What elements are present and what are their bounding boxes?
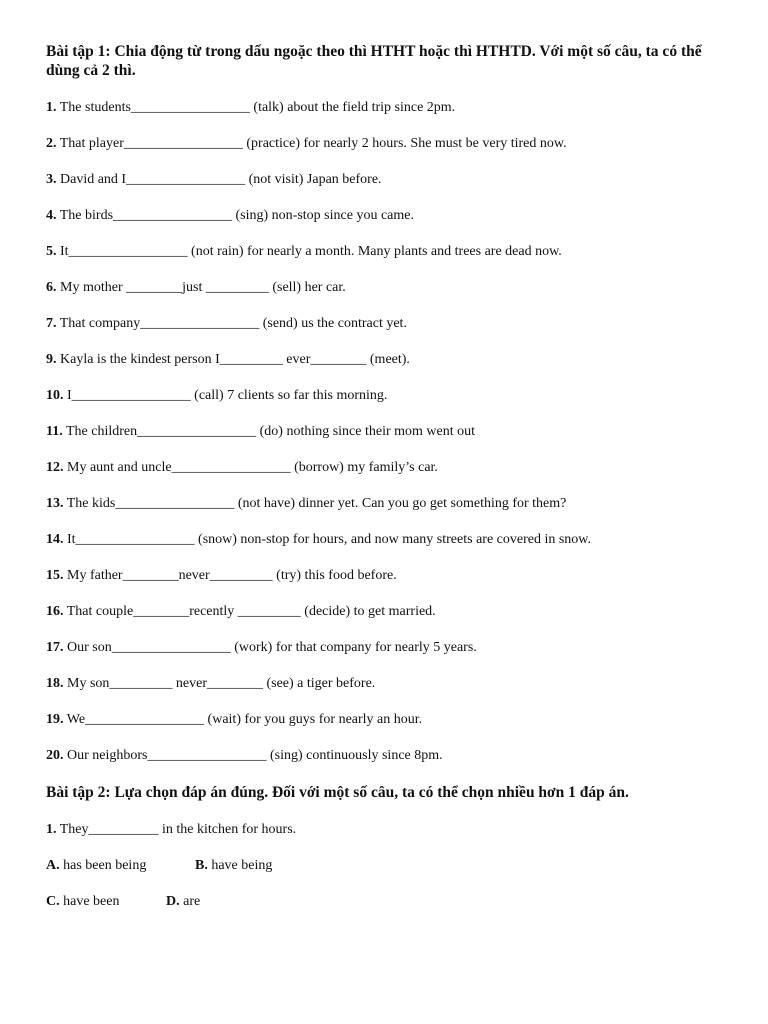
- exercise-1-item: [46, 171, 746, 189]
- item-text: The children_________________ (do) nothing since their mom went out: [62, 424, 476, 439]
- item-text: The kids_________________ (not have) dinner yet. Can you go get something for them?: [63, 496, 567, 511]
- option-text: are: [179, 894, 201, 909]
- answer-option-d: [166, 893, 200, 911]
- exercise-2-title: Bài tập 2: Lựa chọn đáp án đúng. Đối với một số câu, ta có thể chọn nhiều hơn 1 đáp án.: [46, 784, 629, 801]
- exercise-1-item: [46, 135, 746, 153]
- item-number: 6.: [46, 280, 57, 295]
- item-number: 15.: [46, 568, 64, 583]
- answer-options-row: [46, 893, 746, 911]
- item-number: 13.: [46, 496, 64, 511]
- exercise-1-item: [46, 675, 746, 693]
- option-letter: A.: [46, 858, 60, 873]
- item-number: 14.: [46, 532, 64, 547]
- exercise-1-item: [46, 387, 746, 405]
- exercise-1-item: [46, 639, 746, 657]
- exercise-1-item: [46, 315, 746, 333]
- option-letter: C.: [46, 894, 60, 909]
- exercise-1-item: [46, 603, 746, 621]
- item-number: 18.: [46, 676, 64, 691]
- answer-option-a: [46, 857, 146, 875]
- exercise-1-item: [46, 423, 746, 441]
- item-text: We_________________ (wait) for you guys for nearly an hour.: [63, 712, 423, 727]
- option-text: have being: [207, 858, 273, 873]
- item-number: 17.: [46, 640, 64, 655]
- item-text: Our neighbors_________________ (sing) continuously since 8pm.: [63, 748, 443, 763]
- answer-option-c: [46, 893, 119, 911]
- item-text: My son_________ never________ (see) a tiger before.: [63, 676, 376, 691]
- item-number: 1.: [46, 822, 57, 837]
- exercise-1-item: [46, 351, 746, 369]
- item-number: 10.: [46, 388, 64, 403]
- exercise-1-item: [46, 531, 746, 549]
- item-text: The students_________________ (talk) about the field trip since 2pm.: [56, 100, 456, 115]
- item-text: Our son_________________ (work) for that company for nearly 5 years.: [63, 640, 477, 655]
- item-text: They__________ in the kitchen for hours.: [56, 822, 297, 837]
- item-number: 9.: [46, 352, 57, 367]
- item-number: 20.: [46, 748, 64, 763]
- item-number: 12.: [46, 460, 64, 475]
- item-text: That couple________recently _________ (decide) to get married.: [63, 604, 436, 619]
- exercise-1-item: [46, 459, 746, 477]
- item-text: It_________________ (not rain) for nearly a month. Many plants and trees are dead now.: [56, 244, 562, 259]
- exercise-1-item: [46, 243, 746, 261]
- exercise-1-item: [46, 495, 746, 513]
- exercise-1-item: [46, 567, 746, 585]
- option-letter: D.: [166, 894, 180, 909]
- exercise-1-item: [46, 279, 746, 297]
- option-letter: B.: [195, 858, 208, 873]
- item-text: Kayla is the kindest person I_________ ever________ (meet).: [56, 352, 410, 367]
- item-text: The birds_________________ (sing) non-stop since you came.: [56, 208, 414, 223]
- item-text: My aunt and uncle_________________ (borrow) my family’s car.: [63, 460, 438, 475]
- item-text: David and I_________________ (not visit) Japan before.: [56, 172, 382, 187]
- item-text: My father________never_________ (try) this food before.: [63, 568, 397, 583]
- option-text: have been: [59, 894, 120, 909]
- item-text: I_________________ (call) 7 clients so far this morning.: [63, 388, 388, 403]
- answer-option-b: [195, 857, 272, 875]
- item-number: 2.: [46, 136, 57, 151]
- option-text: has been being: [59, 858, 147, 873]
- exercise-1-item: [46, 747, 746, 765]
- answer-options-row: [46, 857, 746, 875]
- item-text: My mother ________just _________ (sell) her car.: [56, 280, 346, 295]
- item-text: That company_________________ (send) us the contract yet.: [56, 316, 407, 331]
- item-number: 11.: [46, 424, 63, 439]
- item-number: 5.: [46, 244, 57, 259]
- item-number: 3.: [46, 172, 57, 187]
- exercise-1-item: [46, 99, 746, 117]
- item-number: 7.: [46, 316, 57, 331]
- item-text: It_________________ (snow) non-stop for hours, and now many streets are covered in snow.: [63, 532, 591, 547]
- item-number: 16.: [46, 604, 64, 619]
- exercise-1-item: [46, 207, 746, 225]
- item-number: 1.: [46, 100, 57, 115]
- item-number: 19.: [46, 712, 64, 727]
- item-text: That player_________________ (practice) for nearly 2 hours. She must be very tired now.: [56, 136, 567, 151]
- exercise-1-item: [46, 711, 746, 729]
- exercise-2-question: [46, 821, 746, 839]
- item-number: 4.: [46, 208, 57, 223]
- exercise-1-title: Bài tập 1: Chia động từ trong dấu ngoặc theo thì HTHT hoặc thì HTHTD. Với một số câu, ta có thể dùng cả 2 thì.: [46, 43, 702, 79]
